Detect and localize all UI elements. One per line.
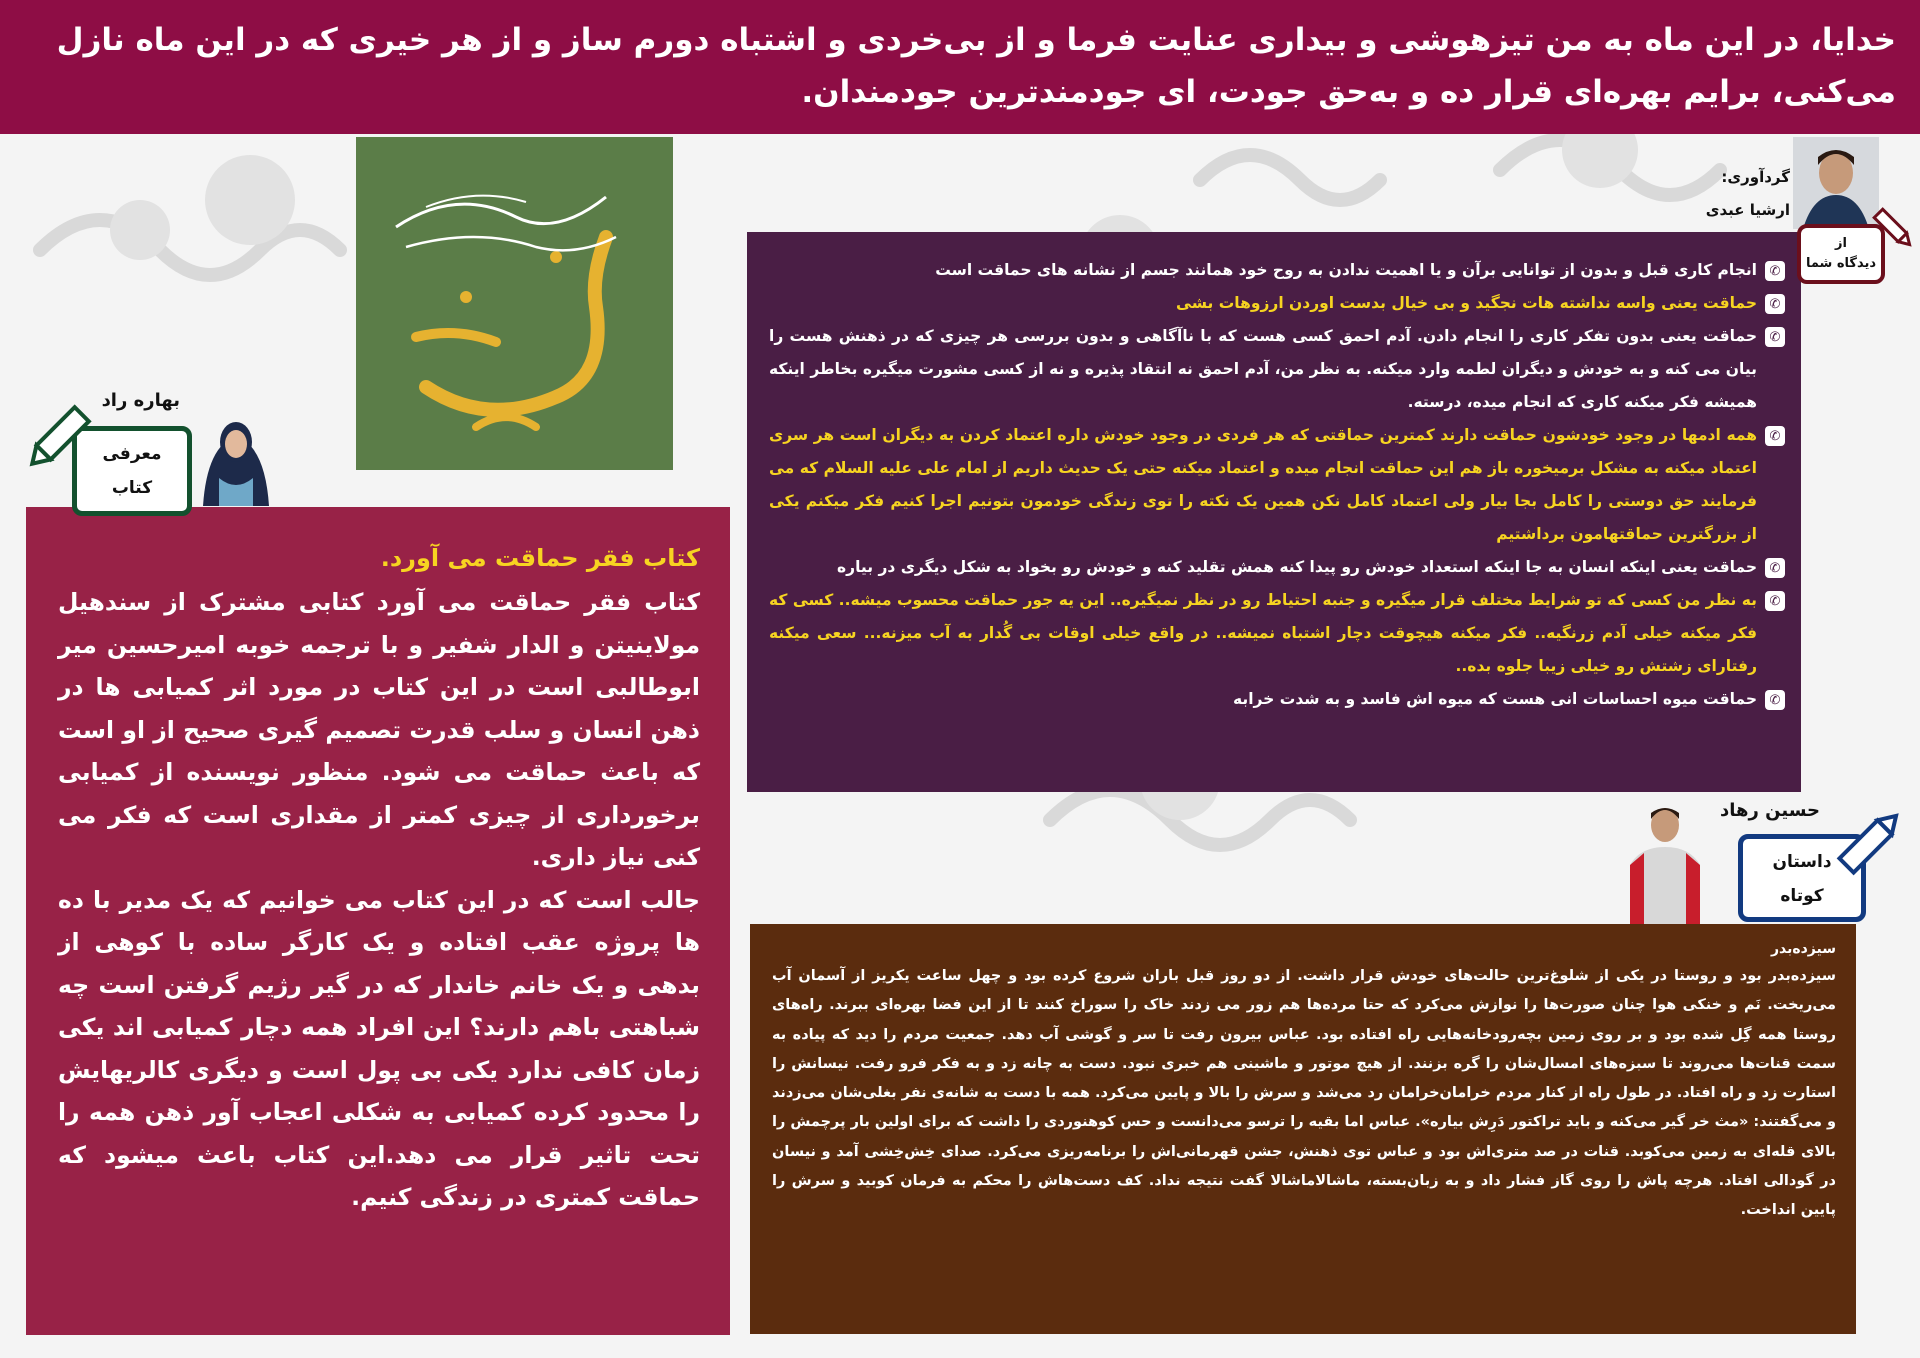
opinion-text: به نظر من کسی که تو شرایط مختلف قرار میگیره و جنبه احتیاط رو در نظر نمیگیره.. این یه جور حماقت محسوب میشه.. کسی که فکر میکنه خیلی آدم زرنگیه.. فکر میکنه هیچوقت دچار اشتباه نمیشه.. در واقع خیلی اوقات بی گُدار به آب میزنه... سعی میکنه رفتارای زشتش رو خیلی زیبا جلوه بده.. — [769, 591, 1757, 675]
phone-icon: ✆ — [1765, 294, 1785, 314]
pencil-icon — [18, 400, 96, 478]
opinion-text: حماقت یعنی بدون تفکر کاری را انجام دادن. آدم احمق کسی هست که با ناآگاهی و بدون بررسی هر چیزی که در ذهنش هست را بیان می کنه و به خودش و دیگران لطمه وارد میکنه. به نظر من، آدم احمق نه انتقاد پذیره و نه از کسی مشورت میگیره بخاطر اینکه همیشه فکر میکنه کاری که انجام میده، درسته. — [769, 327, 1757, 411]
phone-icon: ✆ — [1765, 690, 1785, 710]
story-text: سیزده‌بدر بود و روستا در یکی از شلوغ‌ترین حالت‌های خودش قرار داشت. از دو روز قبل باران شروع کرده بود و چهل ساعت یکریز از آسمان آب می‌ریخت. نَم و خنکی هوا چنان صورت‌ها را نوازش می‌کرد که حتا مرده‌ها هم زور می زدند خاک را سوراخ کنند تا از این فضا بهره‌ای ببرند. راه‌های روستا همه گِل شده بود و بر روی زمین بچه‌رودخانه‌هایی راه افتاده بود. عباس بیرون رفت تا سر و گوشی آب دهد. جمعیت مردم را دید که پیاده به سمت قنات‌ها می‌روند تا سبزه‌های امسال‌شان را گره بزنند. از هیچ موتور و ماشینی هم خبری نبود. دست به چانه زد و به فکر فرو رفت. نیسانش را استارت زد و راه افتاد. در طول راه از کنار مردم خرامان‌خرامان رد می‌شد و سرش را بالا و پایین می‌کرد. همه با دست به شانه‌ی نفر بغلی‌شان می‌زدند و می‌گفتند: «مث خر گیر می‌کنه و باید تراکتور دَرِش بیاره». عباس اما بقیه را ترسو می‌دانست و حس کوهنوردی را داشت که برای اولین بار پرچمش را بالای قله‌ای به زمین می‌کوبد. قنات در صد متری‌اش بود و عباس توی ذهنش، جشن قهرمانی‌اش را برنامه‌ریزی می‌کرد. صدای خِش‌خِشی آمد و نیسان در گودالی افتاد. هرچه پاش را روی گاز فشار داد و به زبان‌بسته، ماشالاماشالا گفت نتیجه نداد. کف دست‌هاش را محکم به فرمان کوبید و سرش را پایین انداخت. — [772, 968, 1836, 1219]
book-paragraph: جالب است که در این کتاب می خوانیم که یک مدیر با ده ها پروژه عقب افتاده و یک کارگر ساده با کوهی از بدهی و یک خانم خاندار که در گیر رژیم گرفتن است چه شباهتی باهم دارند؟ این افراد همه دچار کمیابی اند یکی زمان کافی ندارد یکی بی پول است و دیگری کالریهایش را محدود کرده کمیابی به شکلی اعجاب آور ذهن همه را تحت تاثیر قرار می دهد.این کتاب باعث میشود که حماقت کمتری در زندگی کنیم. — [58, 885, 700, 1211]
honarseh-logo — [356, 137, 673, 470]
opinion-text: همه ادمها در وجود خودشون حماقت دارند کمترین حماقتی که هر فردی در وجود خودش داره اعتماد کردن به دیگران است هر سری اعتماد میکنه به مشکل برمیخوره باز هم این حماقت انجام میده و اعتماد میکنه حتی یک حدیث داریم از امام علی علیه السلام که می فرمایند حق دوستی را کامل بجا بیار ولی اعتماد کامل نکن همین یک نکته را توی زندگی خودمون بتونیم اجرا کنیم فکر میکنم یکی از بزرگترین حماقتهامون برداشتیم — [769, 426, 1757, 543]
story-author-photo — [1622, 795, 1708, 925]
opinions-panel — [747, 232, 1801, 792]
opinion-item — [769, 320, 1785, 419]
prayer-banner — [0, 0, 1920, 134]
phone-icon: ✆ — [1765, 591, 1785, 611]
phone-icon: ✆ — [1765, 327, 1785, 347]
book-intro-badge-line1: معرفی — [102, 444, 162, 464]
phone-icon: ✆ — [1765, 261, 1785, 281]
opinion-text: حماقت یعنی واسه نداشته هات نجگید و بی خیال بدست اوردن ارزوهات بشی — [1176, 294, 1757, 312]
pencil-icon — [1832, 800, 1912, 880]
pencil-icon — [1870, 205, 1918, 253]
short-story-badge-line2: کوتاه — [1780, 886, 1824, 906]
collector-label: گردآوری: — [1721, 168, 1790, 186]
book-panel — [26, 507, 730, 1335]
story-title: سیزده‌بدر — [1770, 941, 1836, 957]
opinion-item — [769, 419, 1785, 551]
your-view-badge-line1: از — [1835, 236, 1847, 251]
story-author: حسین رهاد — [1720, 800, 1820, 821]
phone-icon: ✆ — [1765, 426, 1785, 446]
prayer-text: خدایا، در این ماه به من تیزهوشی و بیداری عنایت فرما و از بی‌خردی و اشتباه دورم ساز و از هر خیری که در این ماه نازل می‌کنی، برایم بهره‌ای قرار ده و به‌حق جودت، ای جودمندترین جودمندان. — [56, 22, 1896, 110]
opinion-item — [769, 584, 1785, 683]
opinion-item — [769, 683, 1785, 716]
story-panel — [750, 924, 1856, 1334]
collector-name: ارشیا عبدی — [1705, 201, 1790, 219]
opinion-text: حماقت میوه احساسات انی هست که میوه اش فاسد و به شدت خرابه — [1233, 690, 1757, 708]
book-title: کتاب فقر حماقت می آورد. — [380, 544, 700, 572]
short-story-badge-line1: داستان — [1772, 852, 1832, 872]
opinion-text: انجام کاری قبل و بدون از توانایی برآن و یا اهمیت ندادن به روح خود همانند جسم از نشانه های حماقت است — [935, 261, 1757, 279]
opinion-item — [769, 551, 1785, 584]
opinion-item — [769, 287, 1785, 320]
book-paragraph: کتاب فقر حماقت می آورد کتابی مشترک از سندهیل مولاینیتن و الدار شفیر و با ترجمه خوبه امیرحسین میر ابوطالبی است در این کتاب در مورد اثر کمیابی ها در ذهن انسان و سلب قدرت تصمیم گیری صحیح از او است که باعث حماقت می شود. منظور نویسنده از کمیابی برخورداری از چیزی کمتر از مقداری است که فکر می کنی نیاز داری. — [58, 588, 700, 871]
opinion-text: حماقت یعنی اینکه انسان به جا اینکه استعداد خودش رو پیدا کنه همش تقلید کنه و خودش رو بخواد به شکل دیگری در بیاره — [837, 558, 1757, 576]
reviewer-name: بهاره راد — [101, 390, 180, 411]
book-intro-badge-line2: کتاب — [111, 478, 153, 498]
phone-icon: ✆ — [1765, 558, 1785, 578]
your-view-badge-line2: دیدگاه شما — [1805, 256, 1877, 271]
opinion-item — [769, 254, 1785, 287]
logo-calligraphy-icon — [356, 137, 673, 470]
collector-photo — [1793, 137, 1879, 229]
reviewer-photo — [197, 398, 275, 506]
